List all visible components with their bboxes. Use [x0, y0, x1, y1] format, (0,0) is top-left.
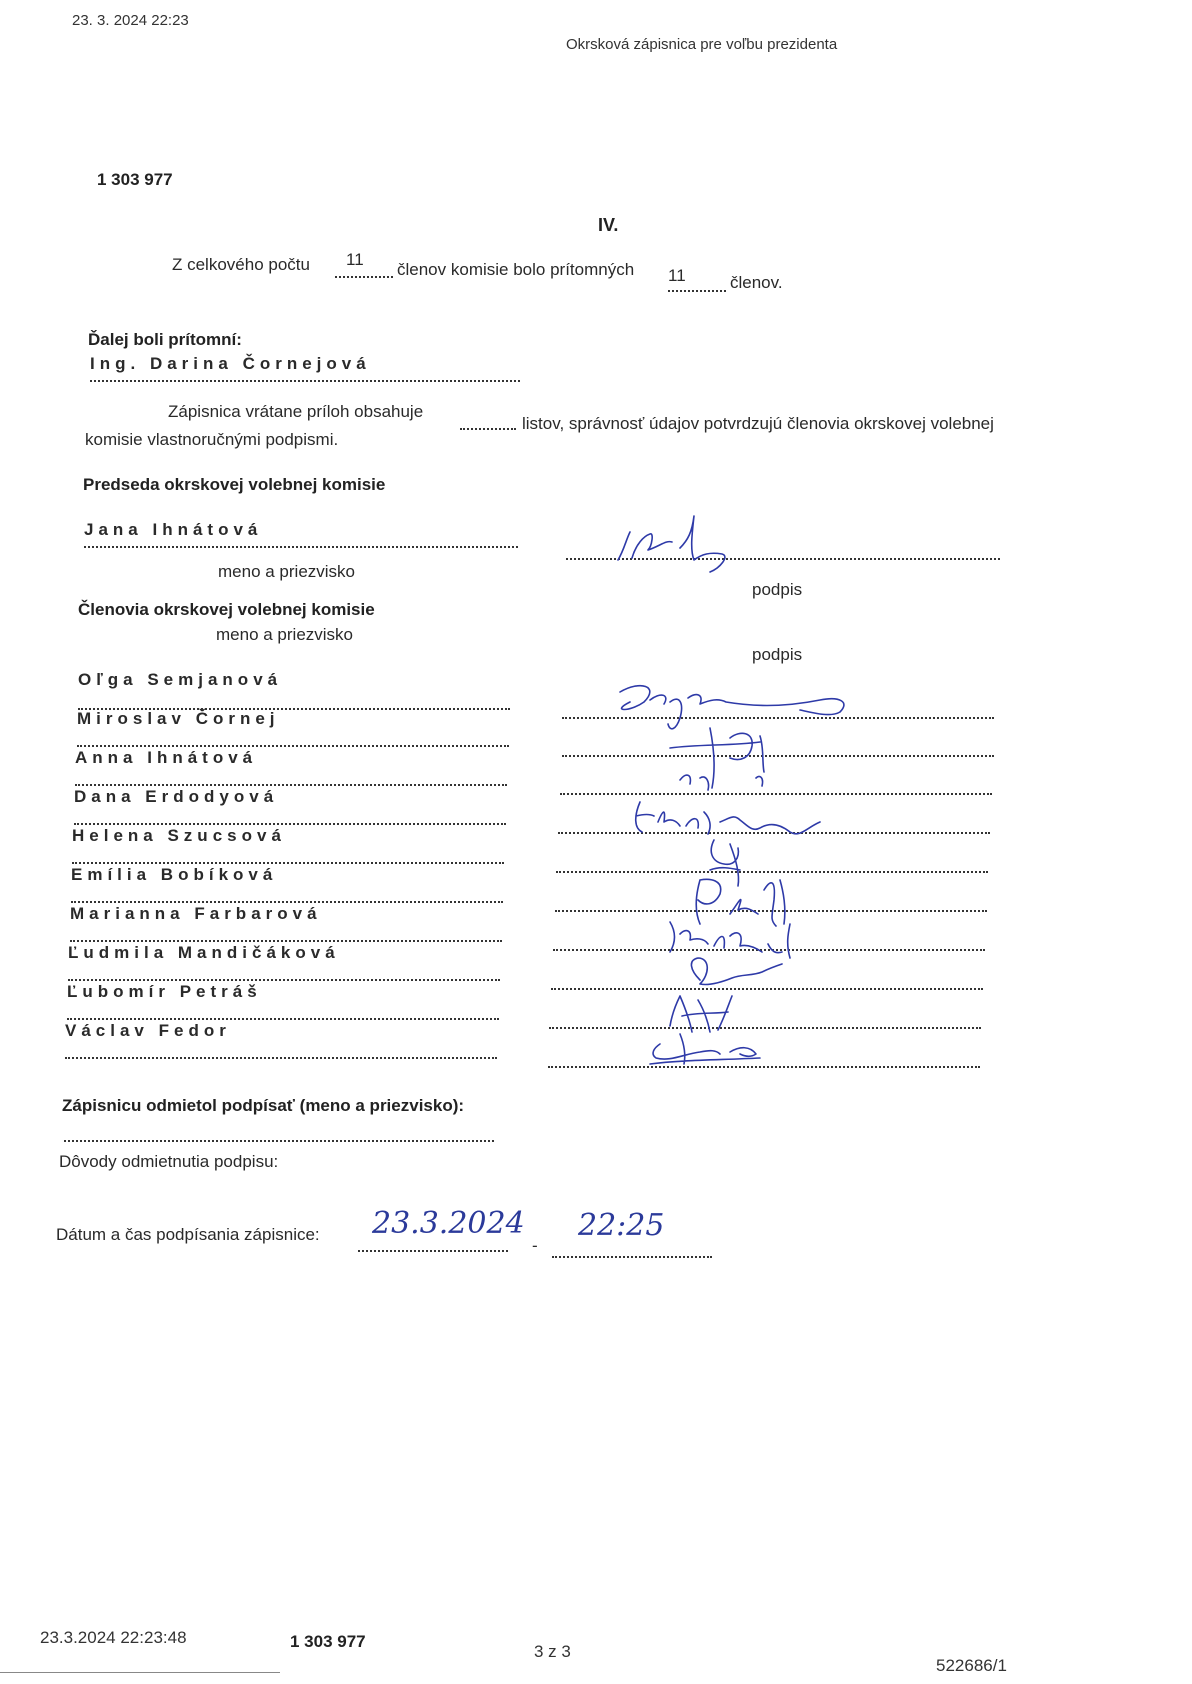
signing-date-dotted-line	[358, 1250, 508, 1252]
attendance-prefix: Z celkového počtu	[172, 255, 310, 274]
chair-signature	[610, 510, 750, 580]
attendance-suffix: členov.	[730, 273, 783, 292]
footer-rule	[0, 1672, 280, 1673]
refusal-label: Zápisnicu odmietol podpísať (meno a priezvisko):	[62, 1096, 465, 1115]
document-id: 1 303 977	[97, 170, 173, 189]
present-dotted-line	[668, 290, 726, 292]
attendance-present: 11	[668, 266, 686, 285]
member-name-dotted-line	[75, 784, 507, 786]
attendance-middle: členov komisie bolo prítomných	[397, 260, 635, 279]
footer-document-id: 1 303 977	[290, 1632, 366, 1651]
members-heading: Členovia okrskovej volebnej komisie	[78, 600, 375, 619]
member-name: Oľga Semjanová	[78, 670, 283, 689]
member-name-dotted-line	[77, 745, 509, 747]
signing-time-dotted-line	[552, 1256, 712, 1258]
member-name: Václav Fedor	[65, 1021, 231, 1040]
chair-heading: Predseda okrskovej volebnej komisie	[83, 475, 386, 494]
chair-signature-caption: podpis	[752, 580, 803, 599]
member-name-dotted-line	[68, 979, 500, 981]
member-name: Miroslav Čornej	[77, 709, 280, 728]
member-name: Helena Szucsová	[72, 826, 286, 845]
footer-timestamp: 23.3.2024 22:23:48	[40, 1628, 187, 1647]
section-number: IV.	[598, 215, 619, 235]
member-name-dotted-line	[65, 1057, 497, 1059]
others-dotted-line	[90, 380, 520, 382]
attachments-prefix: Zápisnica vrátane príloh obsahuje	[168, 402, 424, 421]
member-signature-8	[658, 986, 768, 1036]
member-name-dotted-line	[67, 1018, 499, 1020]
chair-name-caption: meno a priezvisko	[218, 562, 356, 581]
page-number: 3 z 3	[534, 1642, 571, 1661]
member-name: Ľudmila Mandičáková	[68, 943, 340, 962]
others-present-name: Ing. Darina Čornejová	[90, 354, 371, 373]
document-title: Okrsková zápisnica pre voľbu prezidenta	[566, 36, 838, 53]
attachments-suffix: listov, správnosť údajov potvrdzujú členovia okrskovej volebnej	[522, 414, 994, 433]
chair-name-dotted-line	[84, 546, 518, 548]
member-signature-2	[660, 718, 810, 798]
member-name-dotted-line	[72, 862, 504, 864]
attachments-line2: komisie vlastnoručnými podpismi.	[85, 430, 339, 449]
member-name-dotted-line	[71, 901, 503, 903]
member-name-dotted-line	[70, 940, 502, 942]
signing-time: 22:25	[578, 1208, 665, 1243]
member-signature-9	[640, 1030, 790, 1070]
footer-reference: 522686/1	[936, 1656, 1007, 1675]
total-dotted-line	[335, 276, 393, 278]
signing-date: 23.3.2024	[372, 1206, 525, 1241]
others-present-label: Ďalej boli prítomní:	[88, 330, 242, 349]
refusal-dotted-line	[64, 1140, 494, 1142]
member-name-dotted-line	[74, 823, 506, 825]
member-name: Anna Ihnátová	[75, 748, 258, 767]
signing-label: Dátum a čas podpísania zápisnice:	[56, 1225, 320, 1244]
member-name: Marianna Farbarová	[70, 904, 322, 923]
member-name: Dana Erdodyová	[74, 787, 279, 806]
attendance-total: 11	[346, 250, 364, 269]
signing-separator: -	[532, 1236, 538, 1255]
refusal-reasons-label: Dôvody odmietnutia podpisu:	[59, 1152, 279, 1171]
members-name-caption: meno a priezvisko	[216, 625, 354, 644]
print-timestamp: 23. 3. 2024 22:23	[72, 12, 189, 29]
member-name: Emília Bobíková	[71, 865, 278, 884]
attachments-dotted-line	[460, 428, 516, 430]
members-signature-caption: podpis	[752, 645, 803, 664]
member-name: Ľubomír Petráš	[67, 982, 262, 1001]
chair-name: Jana Ihnátová	[84, 520, 263, 539]
